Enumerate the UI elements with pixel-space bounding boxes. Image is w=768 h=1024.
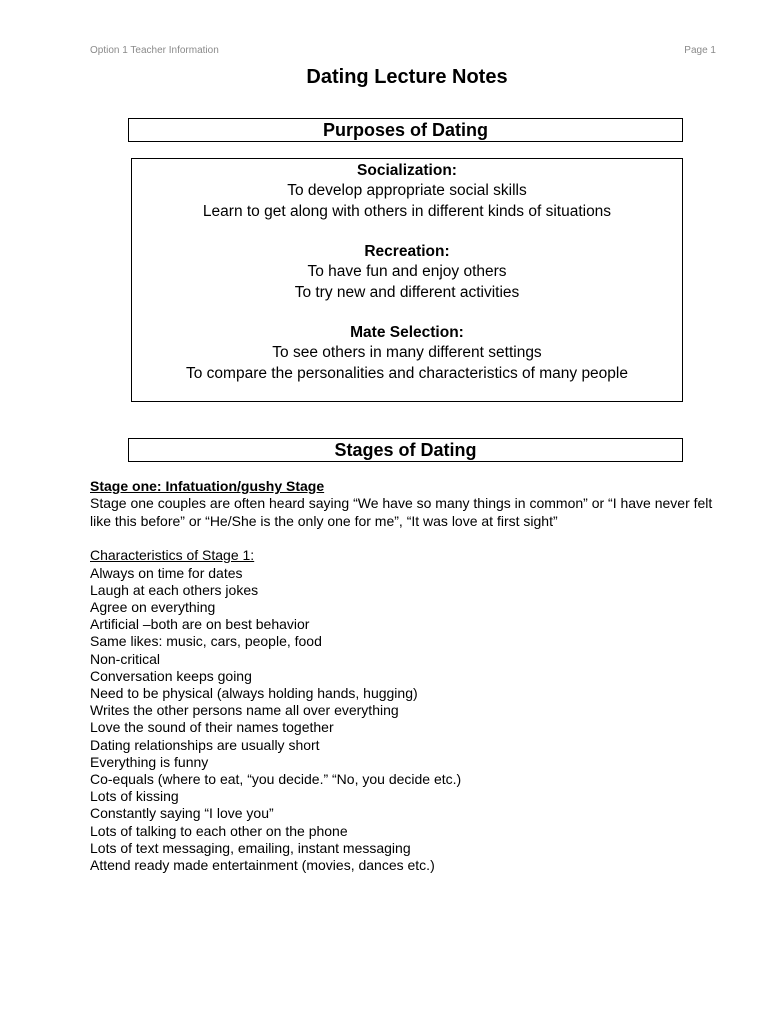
list-item: Attend ready made entertainment (movies, dances etc.)	[90, 856, 435, 873]
purposes-heading-box	[128, 118, 683, 142]
purpose-section-mate-selection	[132, 323, 682, 384]
list-item: Artificial –both are on best behavior	[90, 616, 310, 633]
stages-heading: Stages of Dating	[334, 440, 477, 460]
purposes-heading: Purposes of Dating	[322, 120, 488, 140]
list-item: Love the sound of their names together	[90, 719, 334, 736]
list-item: Non-critical	[90, 650, 161, 667]
list-item: Lots of text messaging, emailing, instant messaging	[90, 839, 411, 856]
purpose-section-line: To develop appropriate social skills	[287, 182, 527, 199]
purpose-section-socialization	[132, 161, 682, 222]
list-item: Everything is funny	[90, 753, 209, 770]
header-page-number: Page 1	[684, 45, 716, 56]
list-item: Lots of kissing	[90, 788, 179, 805]
list-item: Lots of talking to each other on the phone	[90, 822, 348, 839]
header-document-label: Option 1 Teacher Information	[90, 45, 219, 56]
list-item: Laugh at each others jokes	[90, 581, 259, 598]
list-item: Conversation keeps going	[90, 667, 252, 684]
list-item: Writes the other persons name all over everything	[90, 702, 399, 719]
list-item: Always on time for dates	[90, 564, 243, 581]
purpose-section-recreation	[132, 242, 682, 303]
purpose-section-line: To have fun and enjoy others	[307, 263, 507, 280]
page-title: Dating Lecture Notes	[306, 66, 508, 88]
list-item: Co-equals (where to eat, “you decide.” “No, you decide etc.)	[90, 770, 462, 787]
purpose-section-title: Socialization:	[357, 162, 457, 179]
purpose-section-line: To try new and different activities	[294, 283, 520, 301]
list-item: Need to be physical (always holding hands, hugging)	[90, 684, 418, 701]
purpose-section-title: Mate Selection:	[350, 324, 464, 341]
stage-one-intro: Stage one couples are often heard saying “We have so many things in common” or “I have never felt like this before” or “He/She is the only one for me”, “It was love at first sight”	[90, 495, 713, 529]
list-item: Agree on everything	[90, 598, 216, 615]
list-item: Constantly saying “I love you”	[90, 805, 274, 822]
list-item: Same likes: music, cars, people, food	[90, 633, 322, 650]
purpose-section-line: To compare the personalities and characteristics of many people	[186, 364, 628, 382]
stages-section	[90, 478, 730, 874]
characteristics-heading: Characteristics of Stage 1:	[90, 547, 255, 563]
stage-one-heading: Stage one: Infatuation/gushy Stage	[90, 478, 325, 494]
list-item: Dating relationships are usually short	[90, 736, 320, 753]
characteristics-list	[90, 565, 730, 875]
purpose-section-title: Recreation:	[364, 243, 450, 260]
stages-heading-box	[128, 438, 683, 462]
purpose-section-line: To see others in many different settings	[272, 344, 542, 361]
purpose-section-line: Learn to get along with others in different kinds of situations	[202, 202, 612, 220]
purposes-box	[131, 158, 683, 402]
